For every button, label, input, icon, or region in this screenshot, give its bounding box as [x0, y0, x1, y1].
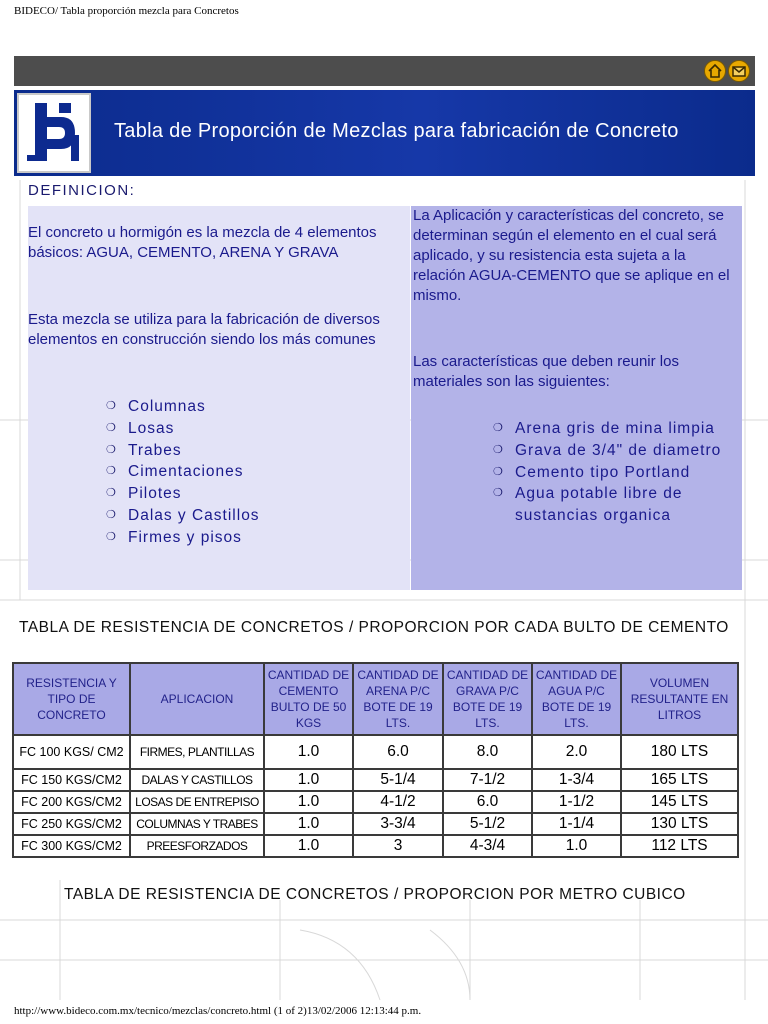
list-item: ❍ Trabes [106, 440, 260, 462]
bullet-icon: ❍ [106, 465, 117, 478]
cell-arena: 4-1/2 [354, 792, 442, 812]
cell-resistencia: FC 300 KGS/CM2 [14, 836, 129, 856]
cell-cemento: 1.0 [265, 770, 352, 790]
cell-grava: 4-3/4 [444, 836, 531, 856]
table-row [14, 836, 737, 856]
cell-grava: 7-1/2 [444, 770, 531, 790]
cell-grava: 6.0 [444, 792, 531, 812]
bullet-icon: ❍ [493, 422, 504, 434]
list-item: ❍ Agua potable libre de sustancias organica [493, 485, 683, 525]
table-row [14, 770, 737, 790]
materials-list [493, 418, 733, 527]
cell-agua: 1-1/4 [533, 814, 620, 834]
mail-icon[interactable] [728, 60, 750, 82]
header-arena: CANTIDAD DE ARENA P/C BOTE DE 19 LTS. [354, 664, 442, 734]
list-item: ❍ Losas [106, 418, 260, 440]
header-agua: CANTIDAD DE AGUA P/C BOTE DE 19 LTS. [533, 664, 620, 734]
cell-arena: 3 [354, 836, 442, 856]
list-item: ❍ Columnas [106, 396, 260, 418]
cell-aplicacion: PREESFORZADOS [131, 836, 263, 856]
definicion-right-paragraph-1: La Aplicación y características del concreto, se determinan según el elemento en el cual será aplicado, y su resistencia esta sujeta a la relación AGUA-CEMENTO que se aplique en el mismo. [413, 207, 730, 304]
bullet-icon: ❍ [106, 487, 117, 500]
cell-arena: 5-1/4 [354, 770, 442, 790]
cell-grava: 8.0 [444, 736, 531, 768]
list-item: ❍ Firmes y pisos [106, 527, 260, 549]
cell-cemento: 1.0 [265, 814, 352, 834]
definicion-left-paragraph-1: El concreto u hormigón es la mezcla de 4 elementos básicos: AGUA, CEMENTO, ARENA Y GRAVA [28, 224, 377, 261]
definicion-right-paragraph-2: Las características que deben reunir los materiales son las siguientes: [413, 353, 679, 390]
home-icon[interactable] [704, 60, 726, 82]
list-item: ❍ Cimentaciones [106, 461, 260, 483]
cell-volumen: 165 LTS [622, 770, 737, 790]
cell-volumen: 130 LTS [622, 814, 737, 834]
page-title: Tabla de Proporción de Mezclas para fabricación de Concreto [114, 120, 679, 142]
definicion-panel-right [411, 206, 742, 590]
cell-agua: 1-3/4 [533, 770, 620, 790]
table-row [14, 736, 737, 768]
bullet-icon: ❍ [493, 443, 504, 456]
cell-agua: 1-1/2 [533, 792, 620, 812]
cell-aplicacion: COLUMNAS Y TRABES [131, 814, 263, 834]
bullet-icon: ❍ [106, 508, 117, 521]
list-item: ❍ Arena gris de mina limpia [493, 418, 733, 440]
list-item: ❍ Pilotes [106, 483, 260, 505]
bullet-icon: ❍ [106, 400, 117, 412]
cell-aplicacion: FIRMES, PLANTILLAS [131, 736, 263, 768]
header-volumen: VOLUMEN RESULTANTE EN LITROS [622, 664, 737, 734]
list-item: ❍ Dalas y Castillos [106, 505, 260, 527]
cell-arena: 6.0 [354, 736, 442, 768]
page-header [14, 90, 755, 176]
cell-volumen: 180 LTS [622, 736, 737, 768]
browser-title: BIDECO/ Tabla proporción mezcla para Concretos [14, 5, 239, 17]
table-row [14, 814, 737, 834]
cell-agua: 2.0 [533, 736, 620, 768]
elements-list [106, 396, 260, 549]
bullet-icon: ❍ [106, 443, 117, 456]
cell-aplicacion: LOSAS DE ENTREPISO [131, 792, 263, 812]
cell-grava: 5-1/2 [444, 814, 531, 834]
cell-agua: 1.0 [533, 836, 620, 856]
list-item: ❍ Grava de 3/4" de diametro [493, 440, 733, 462]
cell-resistencia: FC 200 KGS/CM2 [14, 792, 129, 812]
definicion-label: DEFINICION: [28, 182, 136, 199]
navigation-bar [14, 56, 755, 86]
resistance-table [12, 662, 739, 858]
header-cemento: CANTIDAD DE CEMENTO BULTO DE 50 KGS [265, 664, 352, 734]
bullet-icon: ❍ [106, 530, 117, 543]
table-1-title: TABLA DE RESISTENCIA DE CONCRETOS / PROPORCION POR CADA BULTO DE CEMENTO [19, 619, 729, 636]
bullet-icon: ❍ [106, 421, 117, 434]
cell-aplicacion: DALAS Y CASTILLOS [131, 770, 263, 790]
cell-arena: 3-3/4 [354, 814, 442, 834]
header-resistencia: RESISTENCIA Y TIPO DE CONCRETO [14, 664, 129, 734]
cell-resistencia: FC 150 KGS/CM2 [14, 770, 129, 790]
cell-cemento: 1.0 [265, 836, 352, 856]
cell-cemento: 1.0 [265, 736, 352, 768]
table-header-row [14, 664, 737, 734]
bullet-icon: ❍ [493, 465, 504, 478]
header-grava: CANTIDAD DE GRAVA P/C BOTE DE 19 LTS. [444, 664, 531, 734]
table-2-title: TABLA DE RESISTENCIA DE CONCRETOS / PROPORCION POR METRO CUBICO [64, 886, 686, 903]
table-row [14, 792, 737, 812]
list-item: ❍ Cemento tipo Portland [493, 462, 733, 484]
cell-resistencia: FC 250 KGS/CM2 [14, 814, 129, 834]
bullet-icon: ❍ [493, 487, 504, 500]
definicion-panel-left [28, 206, 410, 590]
cell-volumen: 145 LTS [622, 792, 737, 812]
header-aplicacion: APLICACION [131, 664, 263, 734]
cell-resistencia: FC 100 KGS/ CM2 [14, 736, 129, 768]
page-url-footer: http://www.bideco.com.mx/tecnico/mezclas/concreto.html (1 of 2)13/02/2006 12:13:44 p.m. [14, 1005, 422, 1017]
definicion-left-paragraph-2: Esta mezcla se utiliza para la fabricación de diversos elementos en construcción siendo los más comunes [28, 311, 380, 348]
cell-volumen: 112 LTS [622, 836, 737, 856]
bideco-logo [17, 93, 91, 173]
cell-cemento: 1.0 [265, 792, 352, 812]
